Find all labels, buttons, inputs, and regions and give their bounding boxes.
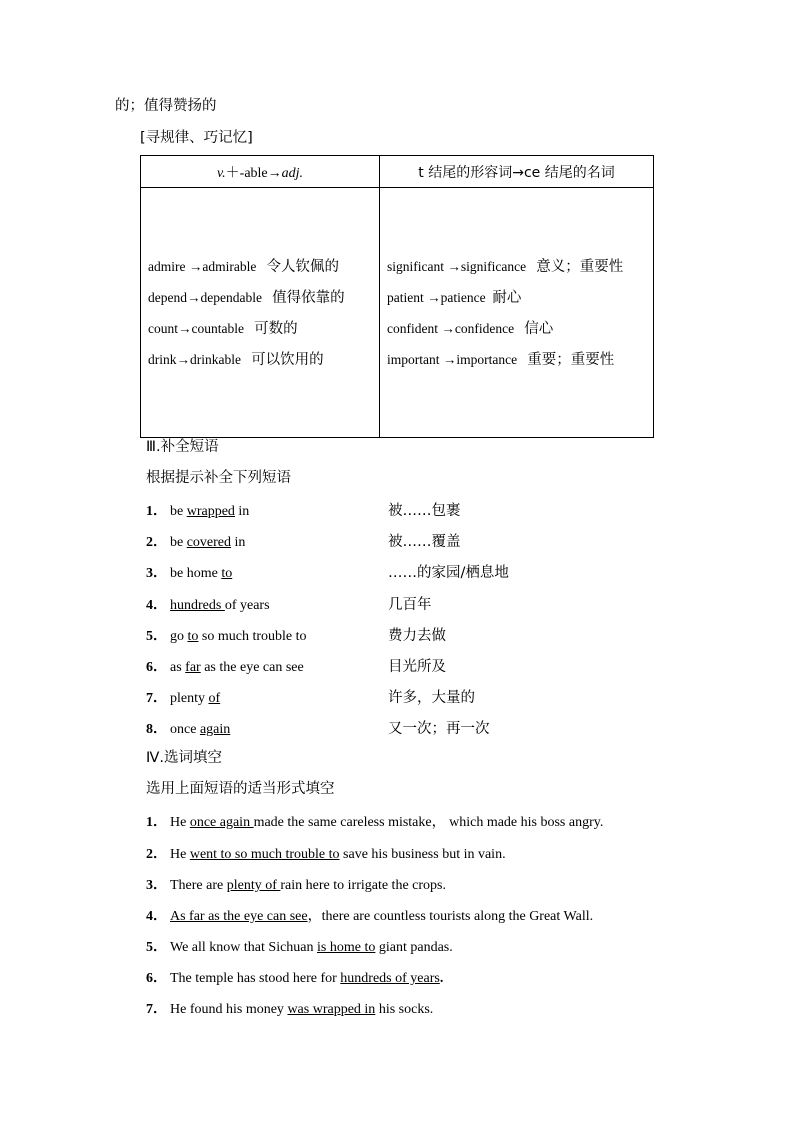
- sentence-6: 6． The temple has stood here for hundreds of years.: [146, 971, 444, 986]
- sentence-1: 1． He once again made the same careless mistake， which made his boss angry.: [146, 815, 604, 830]
- section3-title: Ⅲ.补全短语: [146, 439, 219, 455]
- table-row: important →importance 重要；重要性: [387, 351, 615, 368]
- phrase-item-5: 5． go to so much trouble to: [146, 629, 307, 644]
- phrase-item-6: 6． as far as the eye can see: [146, 660, 304, 675]
- phrase-meaning-3: ……的家园/栖息地: [388, 565, 509, 581]
- phrase-item-4: 4． hundreds of years: [146, 598, 270, 613]
- rule-title: [寻规律、巧记忆]: [140, 130, 253, 146]
- phrase-item-3: 3． be home to: [146, 566, 233, 581]
- table-row: admire →admirable 令人钦佩的: [148, 258, 339, 275]
- sentence-7: 7． He found his money was wrapped in his socks.: [146, 1002, 434, 1017]
- sentence-3: 3． There are plenty of rain here to irrigate the crops.: [146, 878, 446, 893]
- continued-definition: 的；值得赞扬的: [115, 98, 217, 114]
- phrase-meaning-8: 又一次；再一次: [388, 721, 490, 737]
- phrase-item-7: 7． plenty of: [146, 691, 221, 706]
- table-header-col2: t 结尾的形容词→ce 结尾的名词: [380, 156, 654, 188]
- table-row: depend→dependable 值得依靠的: [148, 289, 345, 306]
- word-formation-table: [140, 155, 654, 438]
- table-row: patient →patience 耐心: [387, 289, 522, 306]
- section4-instruction: 选用上面短语的适当形式填空: [146, 781, 335, 797]
- sentence-5: 5． We all know that Sichuan is home to giant pandas.: [146, 940, 453, 955]
- phrase-meaning-1: 被……包裹: [388, 503, 461, 519]
- section4-title: Ⅳ.选词填空: [146, 750, 222, 766]
- table-cell-col2: [380, 188, 654, 438]
- table-row: confident →confidence 信心: [387, 320, 554, 337]
- table-cell-col1: [141, 188, 380, 438]
- phrase-item-2: 2． be covered in: [146, 535, 246, 550]
- sentence-2: 2． He went to so much trouble to save his business but in vain.: [146, 847, 506, 862]
- table-row: significant →significance 意义；重要性: [387, 258, 624, 275]
- table-row: drink→drinkable 可以饮用的: [148, 351, 324, 368]
- table-header-col1: v.＋-able→adj.: [141, 156, 380, 188]
- phrase-item-8: 8． once again: [146, 722, 231, 737]
- phrase-meaning-2: 被……覆盖: [388, 534, 461, 550]
- section3-instruction: 根据提示补全下列短语: [146, 470, 291, 486]
- sentence-4: 4． As far as the eye can see，there are countless tourists along the Great Wall.: [146, 909, 594, 924]
- phrase-meaning-5: 费力去做: [388, 628, 446, 644]
- phrase-meaning-6: 目光所及: [388, 659, 446, 675]
- phrase-meaning-7: 许多，大量的: [388, 690, 475, 706]
- table-row: count→countable 可数的: [148, 320, 298, 337]
- phrase-meaning-4: 几百年: [388, 597, 432, 613]
- phrase-item-1: 1． be wrapped in: [146, 504, 250, 519]
